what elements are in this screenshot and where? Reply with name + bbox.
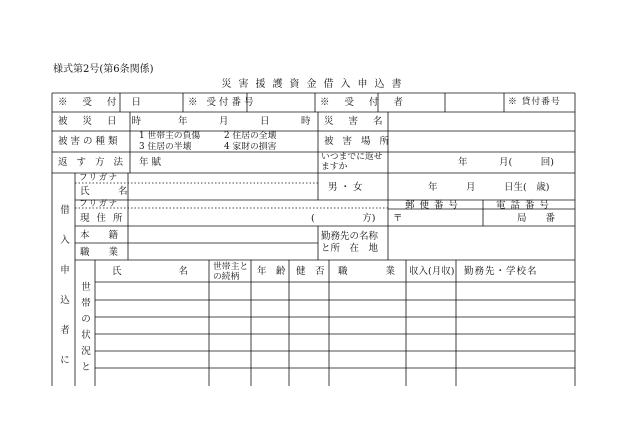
col-occupation-header: 職 業 — [338, 266, 396, 277]
repayment-method-value: 年 賦 — [139, 157, 162, 168]
postal-mark: 〒 — [393, 213, 403, 224]
occupation-label: 職 業 — [80, 247, 119, 258]
col-income-header: 収入(月収) — [409, 266, 455, 277]
col-relation-header: 世帯主との続柄 — [213, 262, 249, 282]
repay-month-times: 月( 回) — [499, 157, 554, 168]
loan-number-label: ※ 貸付番号 — [508, 97, 561, 107]
repay-until-label: いつまでに返せますか — [321, 152, 383, 172]
disaster-month-unit: 月 — [219, 116, 229, 127]
furigana-label-2: フリガナ — [79, 199, 119, 209]
disaster-day-unit: 日 — [260, 116, 270, 127]
damage-type-label: 被害の種類 — [58, 136, 121, 147]
receipt-number-label: ※ 受付番号 — [188, 97, 257, 108]
repayment-method-label: 返 す 方 法 — [58, 157, 127, 168]
document-title: 災害援護資金借入申込書 — [221, 79, 409, 90]
gender-field: 男 ・ 女 — [328, 182, 363, 193]
repay-year-unit: 年 — [458, 157, 468, 168]
phone-exchange-label: 局 番 — [517, 213, 556, 224]
damage-option-4: 4 家財の損害 — [224, 142, 277, 152]
disaster-hour-unit: 時 — [301, 116, 311, 127]
phone-number-header: 電 話 番 号 — [496, 200, 551, 211]
col-name-header: 氏 名 — [112, 266, 189, 277]
received-date-label: ※ 受 付 日 — [58, 97, 148, 108]
address-label: 現 住 所 — [80, 213, 125, 224]
disaster-year-unit: 年 — [178, 116, 188, 127]
workplace-label: 勤務先の名称と所 在 地 — [321, 231, 379, 254]
disaster-date-label: 被 災 日 時 — [58, 116, 148, 127]
domicile-label: 本 籍 — [80, 230, 119, 241]
postal-code-header: 郵 便 番 号 — [405, 200, 460, 211]
form-number: 様式第2号(第6条関係) — [53, 64, 154, 75]
applicant-side-label: 借 入 申 込 者 に — [60, 205, 70, 366]
furigana-label-1: フリガナ — [79, 173, 119, 183]
col-health-header: 健 否 — [296, 266, 325, 277]
col-workplace-header: 勤務先・学校名 — [464, 266, 538, 277]
address-care-of: ( 方) — [311, 213, 376, 224]
damage-option-3: 3 住居の半壊 — [139, 142, 192, 152]
damage-place-label: 被 害 場 所 — [324, 136, 393, 147]
damage-option-2: 2 住居の全壊 — [224, 131, 277, 141]
household-side-label: 世 帯 の 状 況 と — [81, 282, 91, 373]
name-label: 氏 名 — [80, 186, 128, 197]
disaster-name-label: 災 害 名 — [324, 116, 389, 127]
col-age-header: 年 齢 — [257, 266, 286, 277]
receiver-label: ※ 受 付 者 — [320, 97, 410, 108]
damage-option-1: 1 世帯主の負傷 — [139, 131, 201, 141]
birth-date-field: 年 月 日生( 歳) — [428, 182, 550, 193]
